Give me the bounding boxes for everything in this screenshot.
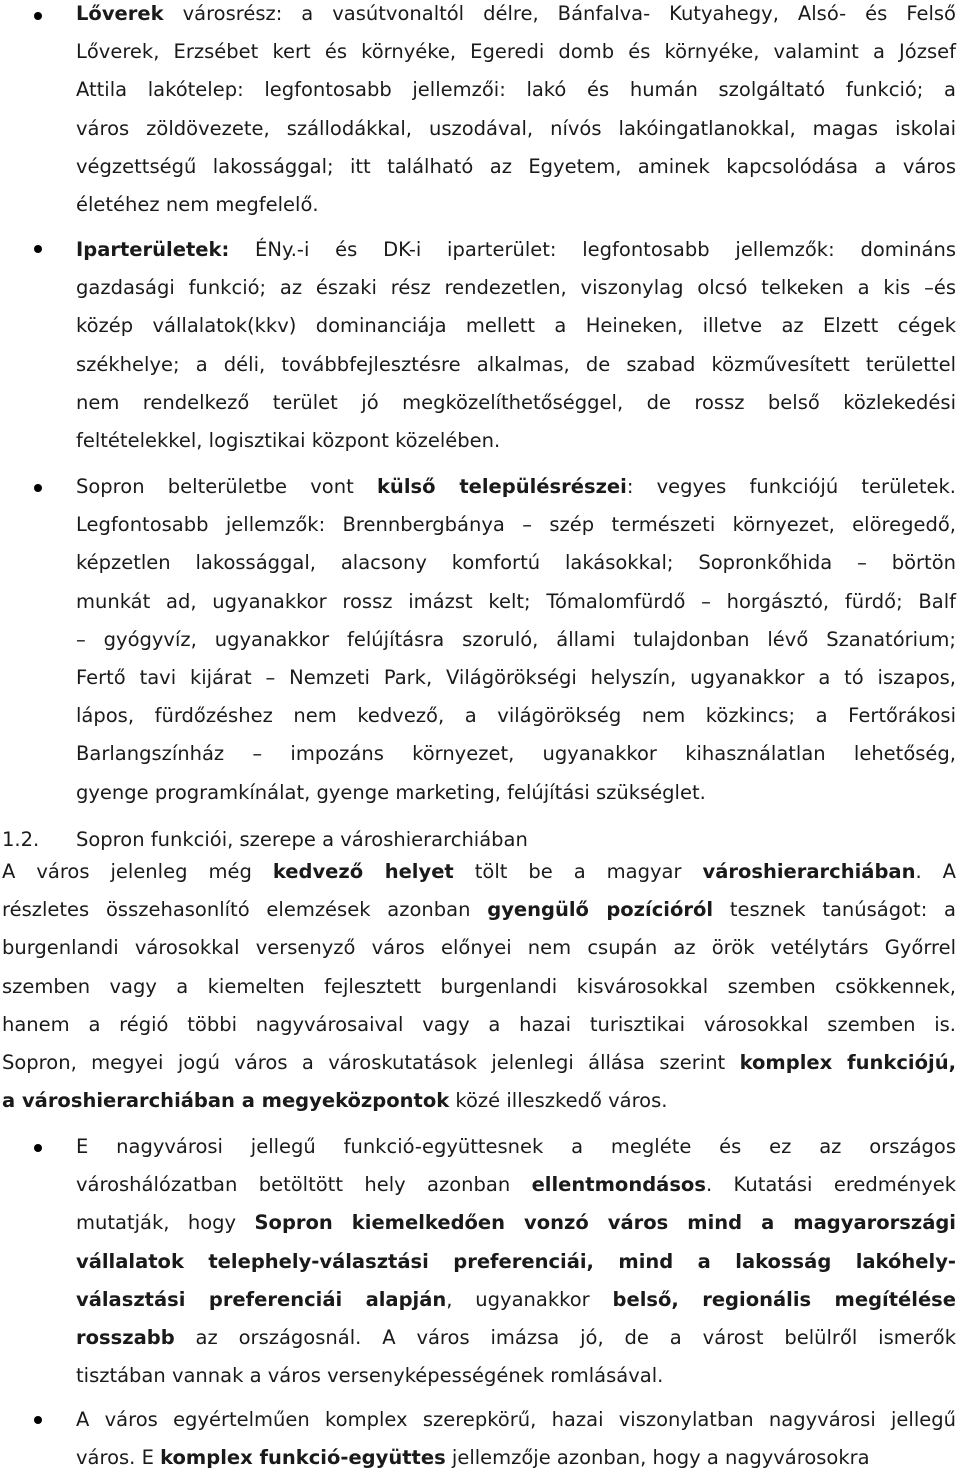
text-line xyxy=(76,668,956,688)
text-run: szemben vagy a kiemelten fejlesztett burgenlandi kisvárosokkal szemben csökkennek, xyxy=(2,974,956,998)
bullet-marker xyxy=(34,1144,42,1152)
text-run: Barlangszínház – impozáns környezet, ugyanakkor kihasználatlan lehetőség, xyxy=(76,742,956,766)
text-line xyxy=(76,80,956,100)
text-run: közép vállalatok(kkv) dominanciája mellett a Heineken, illetve az Elzett cégek xyxy=(76,314,956,338)
bold-text-run: Lőverek xyxy=(76,2,164,25)
text-run: Attila lakótelep: legfontosabb jellemzői: lakó és humán szolgáltató funkció; a xyxy=(76,78,956,102)
text-run: Lőverek, Erzsébet kert és környéke, Egeredi domb és környéke, valamint a József xyxy=(76,40,956,64)
bold-text-run: ellentmondásos xyxy=(531,1173,706,1197)
text-run: tisztában vannak a város versenyképességének romlásával. xyxy=(76,1364,664,1388)
bullet-marker xyxy=(34,245,42,253)
text-line xyxy=(76,1213,956,1233)
text-line xyxy=(76,627,956,651)
text-line xyxy=(2,1053,956,1073)
text-line xyxy=(76,1175,956,1195)
text-line xyxy=(76,515,956,535)
text-run: : vegyes funkciójú területek. xyxy=(626,475,956,498)
text-line xyxy=(76,195,319,215)
text-run: városhálózatban betöltött hely azonban xyxy=(76,1173,532,1197)
text-run: lápos, fürdőzéshez nem kedvező, a világörökség nem közkincs; a Fertőrákosi xyxy=(76,704,956,728)
text-line xyxy=(2,1012,956,1036)
text-run: tölt be a magyar xyxy=(453,860,703,883)
bold-text-run: rosszabb xyxy=(76,1326,175,1349)
bullet-marker xyxy=(34,1416,42,1424)
text-run: A város egyértelműen komplex szerepkörű, hazai viszonylatban nagyvárosi jellegű xyxy=(76,1408,956,1431)
bold-text-run: a városhierarchiában a megyeközpontok xyxy=(2,1089,450,1113)
text-line xyxy=(76,154,956,178)
text-line xyxy=(76,316,956,336)
bullet-marker xyxy=(34,484,42,492)
bold-text-run: Iparterületek: xyxy=(76,238,230,261)
text-line xyxy=(76,4,956,24)
text-line xyxy=(76,477,956,497)
text-line xyxy=(2,938,956,958)
text-line xyxy=(76,116,956,140)
bold-text-run: kedvező helyet xyxy=(272,860,454,883)
text-line xyxy=(76,1366,663,1386)
text-line xyxy=(76,1328,956,1348)
text-run: részletes összehasonlító elemzések azonban xyxy=(2,898,488,922)
text-run: A város jelenleg még xyxy=(2,860,273,883)
text-line xyxy=(76,744,956,764)
text-run: gazdasági funkció; az északi rész rendezetlen, viszonylag olcsó telkeken a kis –és xyxy=(76,276,956,300)
text-line xyxy=(76,278,956,298)
bullet-marker xyxy=(34,12,42,20)
text-run: közé illeszkedő város. xyxy=(449,1089,668,1113)
text-run: város. E xyxy=(76,1446,161,1470)
text-run: , ugyanakkor xyxy=(446,1287,613,1311)
bold-text-run: városhierarchiában xyxy=(702,860,916,883)
text-run: . Kutatási eredmények xyxy=(705,1173,956,1197)
text-run: hanem a régió többi nagyvárosaival vagy a hazai turisztikai városokkal szemben is. xyxy=(2,1012,956,1036)
text-run: Legfontosabb jellemzők: Brennbergbánya – szép természeti környezet, elöregedő, xyxy=(76,513,956,537)
section-number: 1.2. xyxy=(2,828,40,851)
text-line xyxy=(2,974,956,998)
text-line xyxy=(76,390,956,414)
text-run: Sopron belterületbe vont xyxy=(76,475,377,498)
bold-text-run: vállalatok telephely-választási preferenciái, mind a lakosság lakóhely- xyxy=(76,1249,956,1273)
text-line xyxy=(76,431,500,451)
text-line xyxy=(76,352,956,376)
text-run: . A xyxy=(915,860,956,883)
text-run: ÉNy.-i és DK-i iparterület: legfontosabb jellemzők: domináns xyxy=(229,238,956,261)
bold-text-run: gyengülő pozícióról xyxy=(487,898,714,922)
text-run: nem rendelkező terület jó megközelíthetőséggel, de rossz belső közlekedési xyxy=(76,390,956,414)
bold-text-run: belső, regionális megítélése xyxy=(612,1287,956,1311)
text-line xyxy=(76,706,956,726)
text-run: életéhez nem megfelelő. xyxy=(76,193,319,216)
text-run: végzettségű lakossággal; itt található az Egyetem, aminek kapcsolódása a város xyxy=(76,154,956,178)
text-run: jellemzője azonban, hogy a nagyvárosokra xyxy=(445,1446,870,1470)
text-line xyxy=(2,1091,667,1111)
text-line xyxy=(76,1249,956,1273)
text-run: munkát ad, ugyanakkor rossz imázst kelt; Tómalomfürdő – horgásztó, fürdő; Balf xyxy=(76,589,956,613)
text-run: képzetlen lakossággal, alacsony komfortú lakásokkal; Sopronkőhida – börtön xyxy=(76,551,956,575)
text-line xyxy=(76,589,956,613)
text-run: mutatják, hogy xyxy=(76,1211,255,1235)
text-run: – gyógyvíz, ugyanakkor felújításra szoruló, állami tulajdonban lévő Szanatórium; xyxy=(76,627,956,651)
bold-text-run: komplex funkciójú, xyxy=(739,1051,956,1074)
text-line xyxy=(76,1287,956,1311)
text-run: gyenge programkínálat, gyenge marketing, felújítási szükséglet. xyxy=(76,780,706,804)
text-run: Fertő tavi kijárat – Nemzeti Park, Világörökségi helyszín, ugyanakkor a tó iszapos, xyxy=(76,666,956,689)
text-line xyxy=(76,553,956,573)
bold-text-run: választási preferenciái alapján xyxy=(76,1287,447,1311)
text-run: az országosnál. A város imázsa jó, de a várost belülről ismerők xyxy=(174,1326,956,1349)
text-line xyxy=(76,780,706,804)
text-line xyxy=(76,1448,870,1468)
text-line xyxy=(76,1410,956,1430)
bold-text-run: Sopron kiemelkedően vonzó város mind a magyarországi xyxy=(254,1211,956,1235)
text-run: E nagyvárosi jellegű funkció-együttesnek a megléte és ez az országos xyxy=(76,1135,956,1158)
text-run: tesznek tanúságot: a xyxy=(713,898,956,922)
bold-text-run: komplex funkció-együttes xyxy=(160,1446,446,1470)
text-run: város zöldövezete, szállodákkal, uszodával, nívós lakóingatlanokkal, magas iskolai xyxy=(76,116,956,140)
text-run: városrész: a vasútvonaltól délre, Bánfalva- Kutyahegy, Alsó- és Felső xyxy=(163,2,956,25)
section-title: Sopron funkciói, szerepe a városhierarchiában xyxy=(76,828,528,851)
bold-text-run: külső településrészei xyxy=(376,475,627,498)
text-line xyxy=(76,240,956,260)
text-line xyxy=(2,862,956,882)
text-run: feltételekkel, logisztikai központ közelében. xyxy=(76,429,501,452)
text-run: Sopron, megyei jogú város a városkutatások jelenlegi állása szerint xyxy=(2,1051,740,1074)
text-line xyxy=(2,900,956,920)
text-line xyxy=(76,1137,956,1157)
text-line xyxy=(76,42,956,62)
text-run: székhelye; a déli, továbbfejlesztésre alkalmas, de szabad közművesített területtel xyxy=(76,352,956,376)
text-run: burgenlandi városokkal versenyző város előnyei nem csupán az örök vetélytárs Győrrel xyxy=(2,936,956,960)
